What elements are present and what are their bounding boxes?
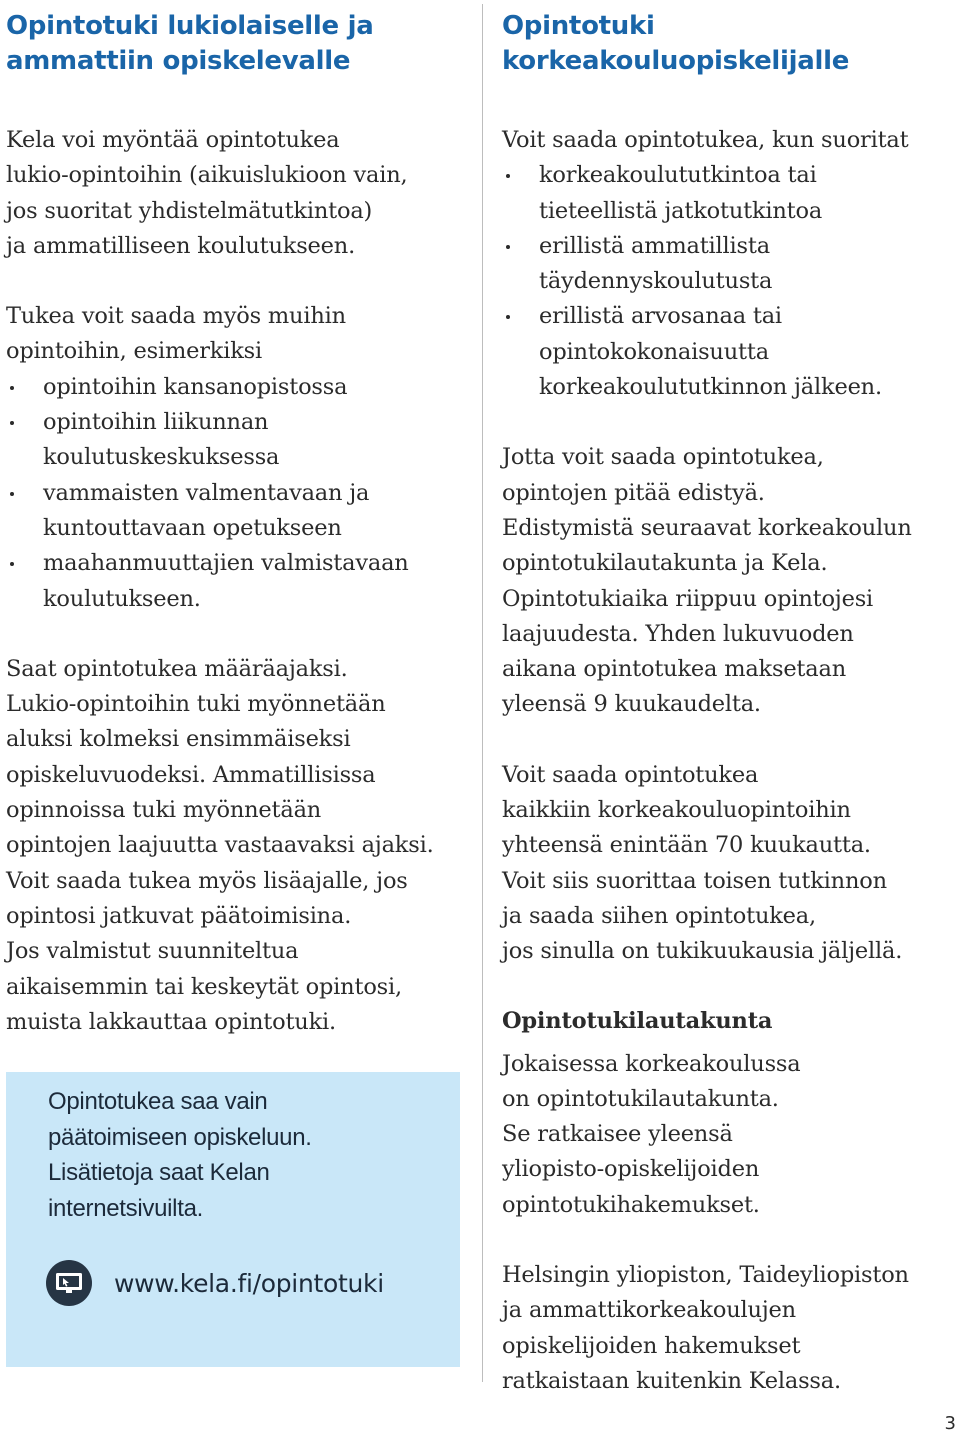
left-paragraph-1: Kela voi myöntää opintotukea lukio-opintoihin (aikuislukioon vain, jos suoritat yhdistelmätutkintoa) ja ammatilliseen koulutukseen. <box>6 127 408 259</box>
right-heading-line-1: Opintotuki <box>502 11 655 41</box>
left-paragraph-2: Tukea voit saada myös muihin opintoihin, esimerkiksi <box>6 303 346 365</box>
subheading-opintotukilautakunta: Opintotukilautakunta <box>502 1007 773 1034</box>
info-box <box>6 1072 460 1367</box>
right-paragraph-5: Helsingin yliopiston, Taideyliopiston ja ammattikorkeakoulujen opiskelijoiden hakemukset ratkaistaan kuitenkin Kelassa. <box>502 1262 909 1394</box>
left-heading <box>6 0 464 79</box>
right-bullet-list <box>502 158 954 405</box>
computer-screen-icon <box>46 1260 92 1306</box>
kela-link[interactable] <box>46 1258 384 1308</box>
left-column <box>6 0 464 1040</box>
list-item: erillistä arvosanaa tai opintokokonaisuutta korkeakoulututkinnon jälkeen. <box>502 299 954 405</box>
page-number: 3 <box>944 1413 956 1434</box>
list-item: opintoihin liikunnan koulutuskeskuksessa <box>6 405 464 476</box>
list-item: maahanmuuttajien valmistavaan koulutukseen. <box>6 546 464 617</box>
kela-link-text[interactable]: www.kela.fi/opintotuki <box>114 1268 384 1298</box>
left-bullet-list <box>6 370 464 617</box>
left-heading-line-1: Opintotuki lukiolaiselle ja <box>6 11 374 41</box>
list-item: vammaisten valmentavaan ja kuntouttavaan opetukseen <box>6 476 464 547</box>
list-item: opintoihin kansanopistossa <box>6 370 464 405</box>
right-paragraph-4: Jokaisessa korkeakoulussa on opintotukilautakunta. Se ratkaisee yleensä yliopisto-opiskelijoiden opintotukihakemukset. <box>502 1050 801 1218</box>
right-paragraph-3: Voit saada opintotukea kaikkiin korkeakouluopintoihin yhteensä enintään 70 kuukautta. Voit siis suorittaa toisen tutkinnon ja saada siihen opintotukea, jos sinulla on tukikuukausia jäljellä. <box>502 761 903 965</box>
right-column <box>502 0 954 1399</box>
right-heading-line-2: korkeakouluopiskelijalle <box>502 46 850 76</box>
left-heading-line-2: ammattiin opiskelevalle <box>6 46 351 76</box>
list-item: erillistä ammatillista täydennyskoulutusta <box>502 229 954 300</box>
right-intro: Voit saada opintotukea, kun suoritat <box>502 127 909 153</box>
right-heading <box>502 0 954 79</box>
column-divider <box>482 4 483 1382</box>
list-item: korkeakoulututkintoa tai tieteellistä jatkotutkintoa <box>502 158 954 229</box>
right-paragraph-2: Jotta voit saada opintotukea, opintojen pitää edistyä. Edistymistä seuraavat korkeakoulun opintotukilautakunta ja Kela. Opintotukiaika riippuu opintojesi laajuudesta. Yhden lukuvuoden aikana opintotukea maksetaan yleensä 9 kuukaudelta. <box>502 444 912 718</box>
left-paragraph-3: Saat opintotukea määräajaksi. Lukio-opintoihin tuki myönnetään aluksi kolmeksi ensimmäiseksi opiskeluvuodeksi. Ammatillisissa opinnoissa tuki myönnetään opintojen laajuutta vastaavaksi ajaksi. Voit saada tukea myös lisäajalle, jos opintosi jatkuvat päätoimisina. Jos valmistut suunniteltua aikaisemmin tai keskeytät opintosi, muista lakkauttaa opintotuki. <box>6 655 434 1035</box>
info-box-text: Opintotukea saa vain päätoimiseen opiskeluun. Lisätietoja saat Kelan internetsivuilta. <box>48 1088 312 1222</box>
